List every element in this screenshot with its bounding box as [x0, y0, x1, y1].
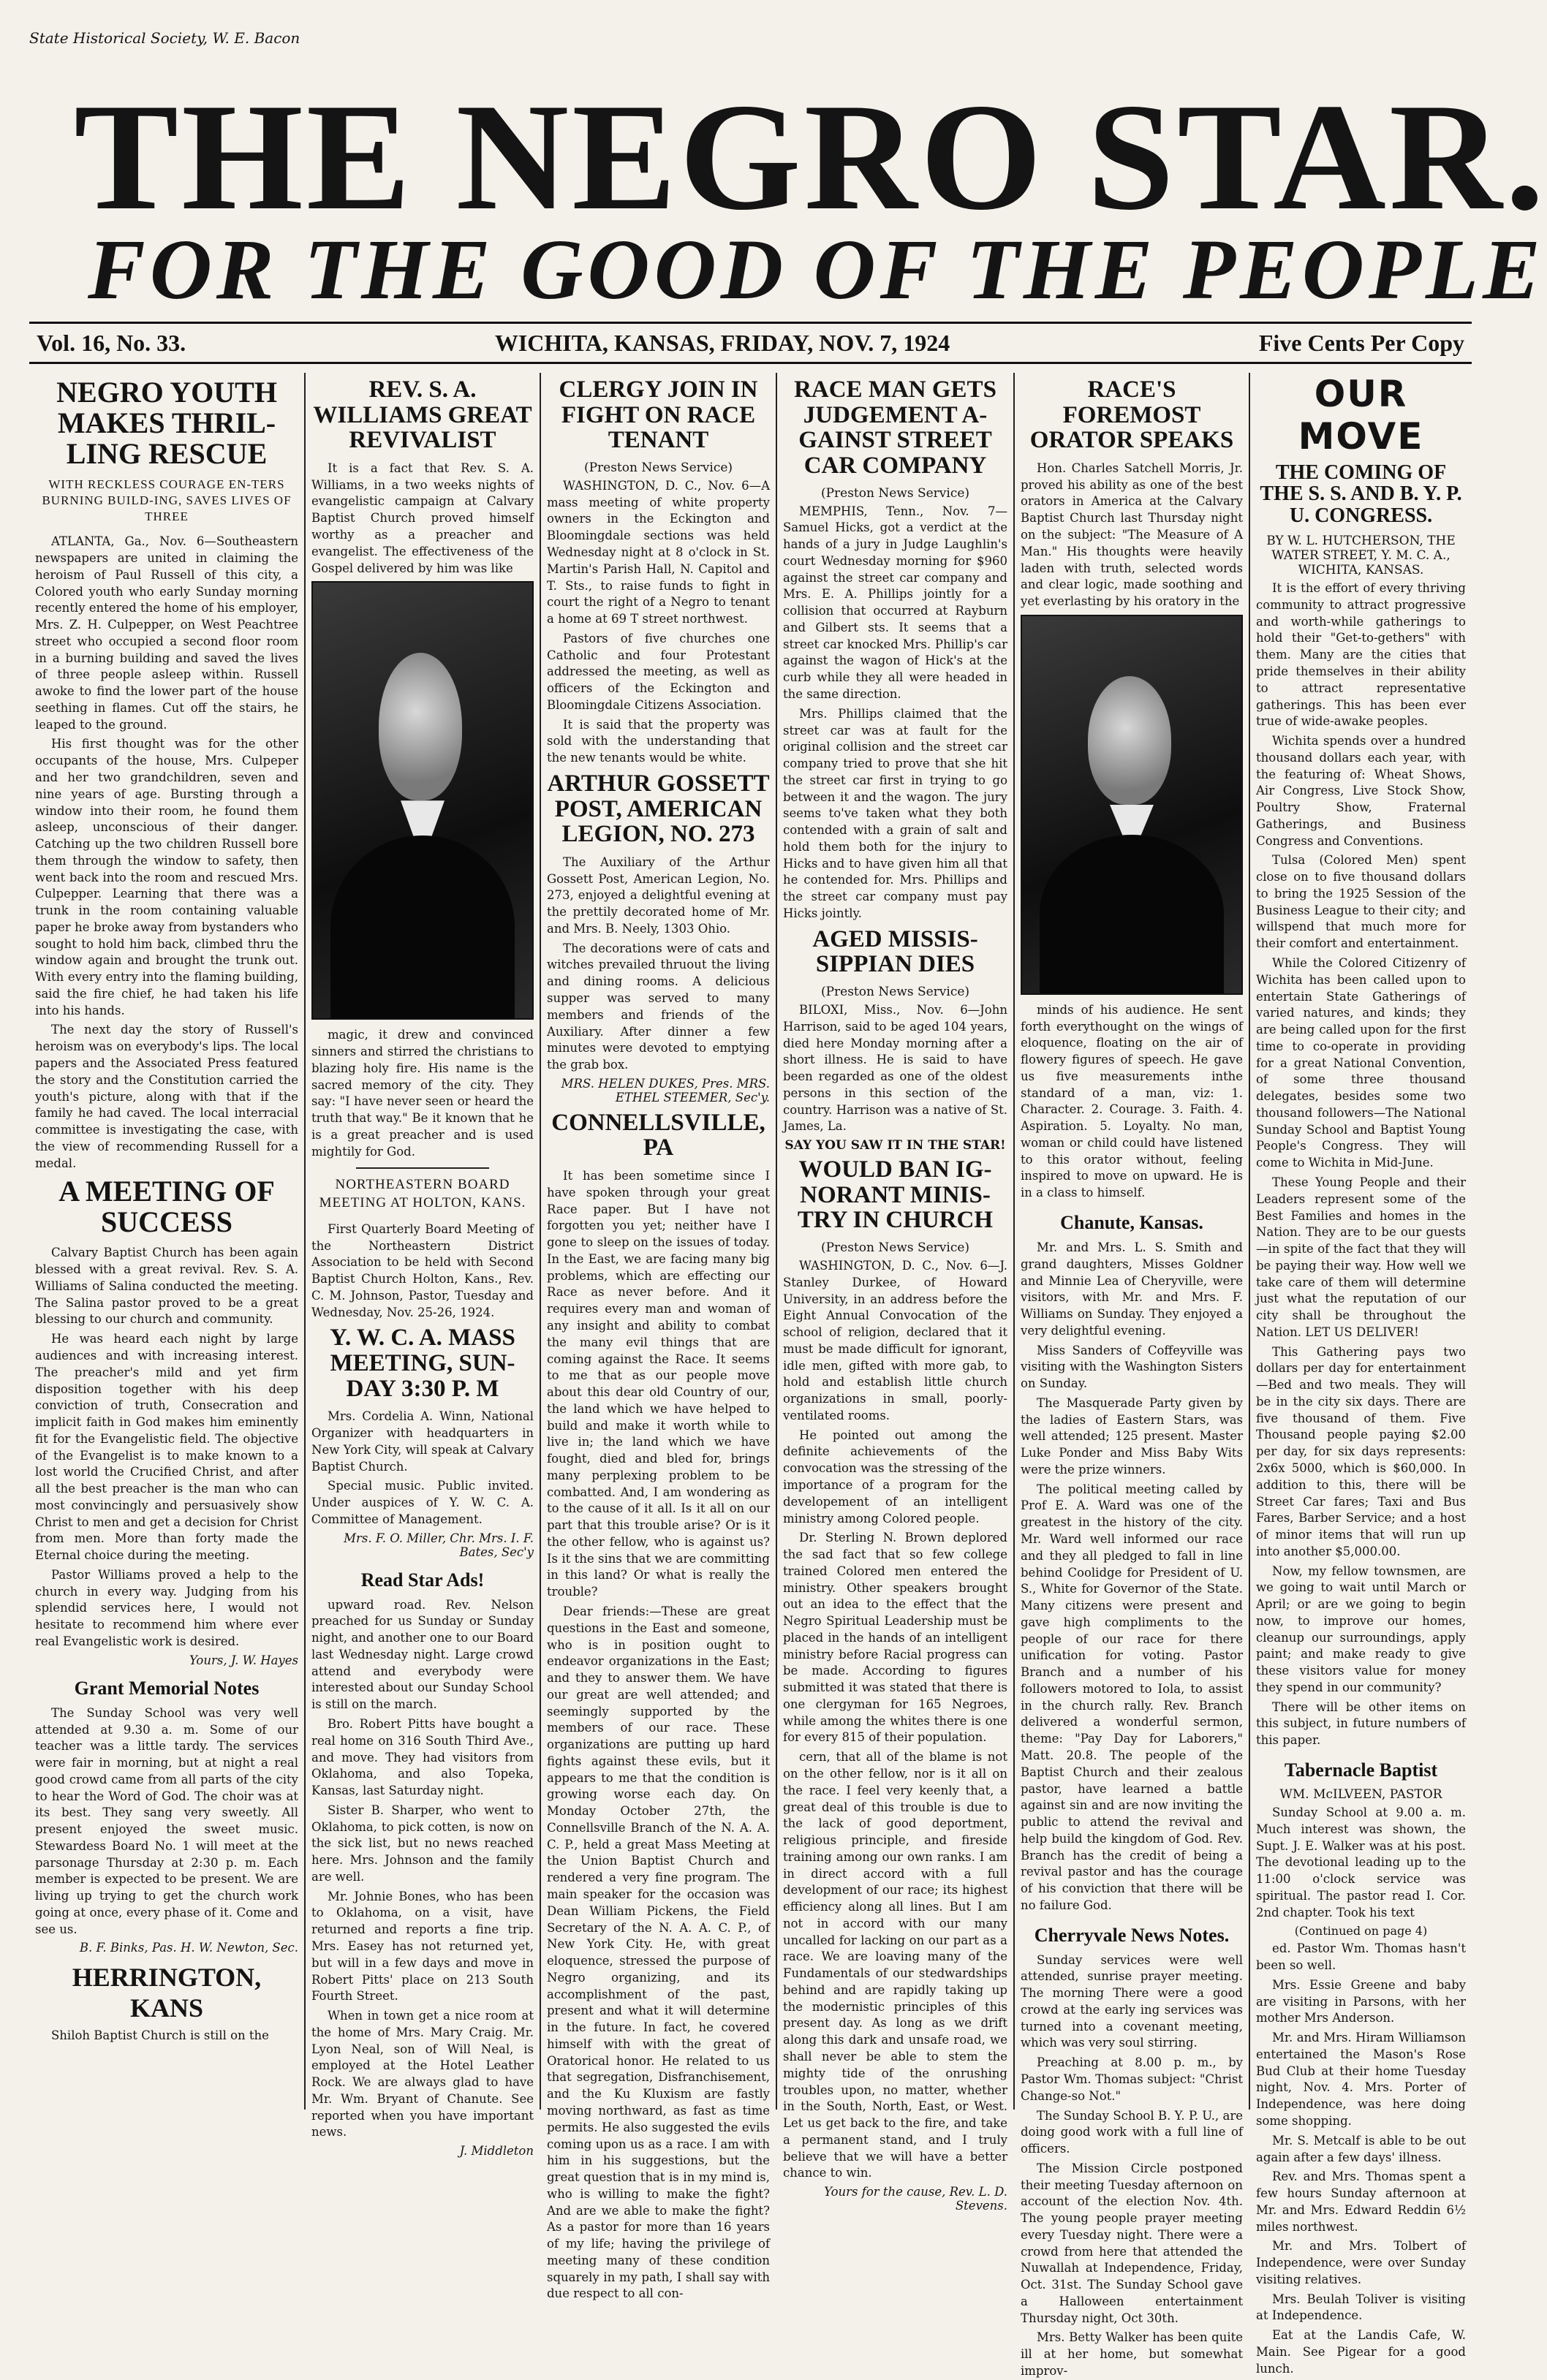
- article-paragraph: Mr. S. Metcalf is able to be out again after a few days' illness.: [1256, 2133, 1466, 2164]
- article-paragraph: Mrs. Betty Walker has been quite ill at her home, but somewhat improv-: [1021, 2330, 1243, 2378]
- article-paragraph: WASHINGTON, D. C., Nov. 6—J. Stanley Durkee, of Howard University, in an address before the Eight Annual Convocation of the school of religion, declared that it must be made difficult for ignorant, idle men, gifted with more gab, to hold and establish little church organizations in small, poorly-ventilated rooms.: [783, 1259, 1007, 1422]
- article-paragraph: Sunday School at 9.00 a. m. Much interest was shown, the Supt. J. E. Walker was at his post. The devotional leading up to the 11:00 o'clock service was spiritual. The pastor read I. Cor. 2nd chapter. Took his text: [1256, 1805, 1466, 1919]
- headline: ARTHUR GOSSETT POST, AMERICAN LEGION, NO. 273: [547, 770, 770, 848]
- article-paragraph: Wichita spends over a hundred thousand dollars each year, with the featuring of: Wheat Shows, Air Congress, Live Stock Show, Poultry Show, Fraternal Gatherings, and Business Congress and Conventions.: [1256, 734, 1466, 848]
- article-paragraph: The Masquerade Party given by the ladies of Eastern Stars, was well attended; 125 present. Master Luke Ponder and Miss Baby Wits were the prize winners.: [1021, 1395, 1243, 1477]
- article-paragraph: He was heard each night by large audiences and with increasing interest. The preacher's mild and yet firm disposition together with his deep conviction of truth, Consecration and implicit faith in God makes him eminently fit for the Evangelistic field. The objective of the Evangelist is to make known to a lost world the Crucified Christ, and after all the best preacher is the man who can most convincingly and persuasively show Christ to men and get a decision for Christ from men. More than forty made the Eternal choice during the meeting.: [35, 1332, 298, 1563]
- article-paragraph: It is a fact that Rev. S. A. Williams, in a two weeks nights of evangelistic campaign at Calvary Baptist Church proved himself worthy as a preacher and evangelist. The effectiveness of the Gospel delivered by him was like: [311, 461, 534, 575]
- article-paragraph: There will be other items on this subject, in future numbers of this paper.: [1256, 1699, 1466, 1748]
- article-paragraph: It is the effort of every thriving community to attract progressive and worth-while gatherings to hold their "Get-to-gethers" with them. Many are the cities that pride themselves in their ability to attract representative gatherings. This has been ever true of wide-awake peoples.: [1256, 581, 1466, 729]
- article-paragraph: Mrs. Cordelia A. Winn, National Organizer with headquarters in New York City, will speak at Calvary Baptist Church.: [311, 1409, 534, 1474]
- headline: OUR MOVE: [1298, 373, 1424, 458]
- article-paragraph: Shiloh Baptist Church is still on the: [51, 2028, 269, 2043]
- article-paragraph: Miss Sanders of Coffeyville was visiting with the Washington Sisters on Sunday.: [1021, 1343, 1243, 1391]
- headline: Y. W. C. A. MASS MEETING, SUN-DAY 3:30 P. M: [330, 1324, 515, 1402]
- column-6: [1250, 373, 1472, 2376]
- headline: THE COMING OF THE S. S. AND B. Y. P. U. CONGRESS.: [1260, 461, 1462, 527]
- headline: WOULD BAN IG-NORANT MINIS-TRY IN CHURCH: [797, 1156, 994, 1234]
- column-1: [29, 373, 306, 2110]
- article-paragraph: The next day the story of Russell's heroism was on everybody's lips. The local papers and the Associated Press featured the story and the Constitution carried the youth's picture, along with that if the family he had caved. The local interracial committee is investigating the case, with the view of recommending Russell for a medal.: [35, 1023, 298, 1170]
- article-paragraph: Dear friends:—These are great questions in the East and someone, who is in position ought to endeavor organizations in the East; and they to answer them. We have our great are well attended; and seemingly supported by the members of our race. These organizations are putting up hard fights against these evils, but it appears to me that the condition is growing worse each day. On Monday October 27th, the Connellsville Branch of the N. A. A. C. P., held a great Mass Meeting at the Union Baptist Church and rendered a very fine program. The main speaker for the occasion was Dean William Pickens, the Field Secretary of the N. A. A. C. P., of New York City. He, with great eloquence, stressed the purpose of Negro organizing, and its accomplishment of the past, present and what it will determine in the future. In fact, he covered himself with with the great of Oratorical honor. He related to us that segregation, Disfranchisement, and the Ku Kluxism are fastly moving northward, as fast as time permits. He also suggested the evils coming upon us as a race. I am with him in his suggestions, but the great question that is in my mind is, who is willing to make the fight? And are we able to make the fight? As a pastor for more than 16 years of my life; having the privilege of meeting many of these condition squarely in my path, I shall say with due respect to all con-: [547, 1604, 770, 2301]
- column-5: [1015, 373, 1250, 2378]
- article-paragraph: Tulsa (Colored Men) spent close on to five thousand dollars to bring the 1925 Session of the Business League to their city; and willspend that much more for their comfort and entertainment.: [1256, 853, 1466, 951]
- column-3: [541, 373, 777, 2301]
- article-paragraph: First Quarterly Board Meeting of the Northeastern District Association to be held with Second Baptist Church Holton, Kans., Rev. C. M. Johnson, Pastor, Tuesday and Wednesday, Nov. 25-26, 1924.: [311, 1221, 534, 1319]
- headline: Grant Memorial Notes: [74, 1677, 260, 1699]
- portrait-photo: [1021, 615, 1243, 995]
- article-paragraph: magic, it drew and convinced sinners and stirred the christians to blazing holy fire. His name is the sacred memory of the city. They say: "I have never seen or heard the truth that way." Be it known that he is a great preacher and is used mightily for God.: [311, 1028, 534, 1159]
- headline: CLERGY JOIN IN FIGHT ON RACE TENANT: [559, 376, 758, 454]
- signature: MRS. HELEN DUKES, Pres. MRS. ETHEL STEEMER, Sec'y.: [561, 1076, 770, 1104]
- article-paragraph: Sister B. Sharper, who went to Oklahoma, to pick cotten, is now on the sick list, but no news reached here. Mrs. Johnson and the family are well.: [311, 1803, 534, 1884]
- headline: Read Star Ads!: [360, 1569, 485, 1591]
- article-paragraph: The Mission Circle postponed their meeting Tuesday afternoon on account of the election Nov. 4th. The young people prayer meeting every Tuesday night. There were a crowd from here that attended the Nuwallah at Independence, Friday, Oct. 31st. The Sunday School gave a Halloween entertainment Thursday night, Oct 30th.: [1021, 2161, 1243, 2325]
- article-paragraph: Mr. Johnie Bones, who has been to Oklahoma, on a visit, have returned and reports a fine trip. Mrs. Easey has not returned yet, but will in a few days and move in Robert Pitts' place on 213 South Fourth Street.: [311, 1889, 534, 2004]
- article-paragraph: Preaching at 8.00 p. m., by Pastor Wm. Thomas subject: "Christ Change-so Not.": [1021, 2055, 1243, 2103]
- article-paragraph: The Sunday School was very well attended at 9.30 a. m. Some of our teacher was a little tardy. The services were fair in morning, but at night a real good crowd came from all parts of the city to hear the Word of God. The choir was at its best. They sang very sweetly. All present enjoyed the sweet music. Stewardess Board No. 1 will meet at the parsonage Thursday at 2:30 p. m. Each member is expected to be present. We are living up trying to get the church work going at once, every phase of it. Come and see us.: [35, 1705, 298, 1936]
- article-paragraph: Now, my fellow townsmen, are we going to wait until March or April; or are we going to begin now, to improve our homes, cleanup our surroundings, apply paint; and make ready to give these visitors value for money they spend in our community?: [1256, 1564, 1466, 1694]
- article-paragraph: These Young People and their Leaders represent some of the Best Families and homes in the Nation. They are to be our guests—in spite of the fact that they will be paying their way. How well we take care of them will determine just what the reputation of our city shall be throughout the Nation. LET US DELIVER!: [1256, 1175, 1466, 1339]
- article-paragraph: The Auxiliary of the Arthur Gossett Post, American Legion, No. 273, enjoyed a delightful evening at the prettily decorated home of Mr. and Mrs. B. Neely, 1303 Ohio.: [547, 854, 770, 936]
- article-paragraph: This Gathering pays two dollars per day for entertainment—Bed and two meals. They will be in the city six days. There are five thousand of them. Five Thousand people paying $2.00 per day, for six days represents: 2x6x 5000, which is $60,000. In addition to this, there will be Street Car fares; Taxi and Bus Fares, Barber Service; and a host of minor items that will run up into another $5,000.00.: [1256, 1344, 1466, 1558]
- article-paragraph: cern, that all of the blame is not on the other fellow, nor is it all on the race. I feel very keenly that, a great deal of this trouble is due to the lack of good deportment, religious principle, and fireside training among our own ranks. I am in direct accord with a full development of our race; its highest efficiency along all lines. But I am not in accord with our many uncalled for lacking on our part as a race. We are loaving many of the Fundamentals of our stedwardships behind and are rapidly taking up the modernistic principles of this present day. As long as we drift along this dark and unsafe road, we shall never be able to stem the mighty tide of the onrushing troubles upon, no matter, whether in the South, North, East, or West. Let us get back to the fire, and take a permanent stand, and I truly believe that we will have a better chance to win.: [783, 1750, 1007, 2180]
- signature: J. Middleton: [459, 2144, 534, 2159]
- article-paragraph: Mr. and Mrs. L. S. Smith and grand daughters, Misses Goldner and Minnie Lea of Cheryville, were visitors, with Mr. and Mrs. F. Williams on Sunday. They enjoyed a very delightful evening.: [1021, 1240, 1243, 1338]
- news-source: (Preston News Service): [583, 460, 733, 475]
- headline: NEGRO YOUTH MAKES THRIL-LING RESCUE: [56, 376, 277, 470]
- masthead-subtitle: FOR THE GOOD OF THE PEOPLE: [88, 221, 1545, 317]
- article-paragraph: upward road. Rev. Nelson preached for us Sunday or Sunday night, and another one to our Board last Wednesday night. Large crowd attend and everybody were interested about our Sunday School is still on the march.: [311, 1597, 534, 1712]
- article-paragraph: ATLANTA, Ga., Nov. 6—Southeastern newspapers are united in claiming the heroism of Paul Russell of this city, a Colored youth who early Sunday morning recently entered the home of his employer, Mrs. Z. H. Culpepper, on West Peachtree street who occupied a second floor room in a burning building and saved the lives of three people asleep within. Russell awoke to find the lower part of the house seething in flames. Cut off the stairs, he leaped to the ground.: [35, 534, 298, 732]
- portrait-photo: [311, 581, 534, 1020]
- masthead: [74, 72, 1547, 317]
- article-paragraph: Mrs. Essie Greene and baby are visiting in Parsons, with her mother Mrs Anderson.: [1256, 1977, 1466, 2025]
- article-paragraph: While the Colored Citizenry of Wichita has been called upon to entertain State Gatherings of varied natures, and kinds; they are being called upon for the first time to co-operate in providing for a great National Convention, of some three thousand delegates, besides some two thousand followers—The National Sunday School and Baptist Young People's Congress. They will come to Wichita in Mid-June.: [1256, 956, 1466, 1170]
- article-paragraph: ed. Pastor Wm. Thomas hasn't been so well.: [1256, 1941, 1466, 1973]
- headline: NORTHEASTERN BOARD MEETING AT HOLTON, KANS.: [319, 1177, 526, 1211]
- column-2: [306, 373, 541, 2159]
- headline: RACE MAN GETS JUDGEMENT A-GAINST STREET CAR COMPANY: [794, 376, 996, 479]
- columns: [29, 373, 1472, 2378]
- article-paragraph: He pointed out among the definite achievements of the convocation was the stressing of the importance of a program for the developement of an intelligent ministry among Colored people.: [783, 1428, 1007, 1526]
- continued-note: (Continued on page 4): [1294, 1924, 1428, 1939]
- column-4: [777, 373, 1015, 2213]
- article-paragraph: It has been sometime since I have spoken through your great Race paper. But I have not forgotten you yet; neither have I gone to sleep on the issues of today. In the East, we are facing many big problems, which are effecting our Race as never before. And it requires every man and woman of any insight and ability to combat the many evil things that are coming against the Race. It seems to me that as our people move about this dear old Country of our, the land which we have helped to build and make it worth while to live in; the land which we have fought, died and bled for, brings many perplexing problem to be combatted. And, I am wondering as to the cause of it all. Is it all on our part that this trouble arise? Or is it the other fellow, who is against us? Is it the sins that we are committing in this land? Or what is really the trouble?: [547, 1169, 770, 1599]
- masthead-title: THE NEGRO STAR.: [74, 72, 1547, 242]
- article-paragraph: minds of his audience. He sent forth everythought on the wings of eloquence, floating on the air of flowery figures of speech. He gave us five measurements inthe standard of a man, viz: 1. Character. 2. Courage. 3. Faith. 4. Aspiration. 5. Loyalty. No man, woman or child could have listened to this orator without, feeling inspired to move on upward. He is in a class to himself.: [1021, 1002, 1243, 1200]
- signature: Yours, J. W. Hayes: [189, 1653, 298, 1667]
- price: Five Cents Per Copy: [1258, 329, 1464, 356]
- article-paragraph: His first thought was for the other occupants of the house, Mrs. Culpeper and her two grandchildren, seven and nine years of age. Bursting through a window into their room, he found them asleep, unconscious of their danger. Catching up the two children Russell bore them through the window to safety, then went back into the room and rescued Mrs. Culpepper. Learning that there was a trunk in the room containing valuable paper he broke away from bystanders who sought to hold him back, climbed thru the window again and brought the trunk out. With every entry into the flaming building, said the fire chief, he had taken his life into his hands.: [35, 737, 298, 1017]
- article-paragraph: Mr. and Mrs. Hiram Williamson entertained the Mason's Rose Bud Club at their home Tuesday night, Nov. 4. Mrs. Porter of Independence, was here doing some shopping.: [1256, 2031, 1466, 2129]
- volume-number: Vol. 16, No. 33.: [37, 329, 186, 356]
- banner-slogan: SAY YOU SAW IT IN THE STAR!: [784, 1138, 1006, 1153]
- headline: Chanute, Kansas.: [1060, 1212, 1203, 1233]
- article-paragraph: Mrs. Phillips claimed that the street car was at fault for the original collision and the street car company tried to prove that she hit the street car first in trying to go between it and the wagon. The jury seems to've taken what they both contended with a grain of salt and hold them both for the injury to Hicks and to have given him all that he contended for. Mrs. Phillips and the street car company must pay Hicks jointly.: [783, 706, 1007, 920]
- news-source: (Preston News Service): [820, 984, 970, 999]
- article-paragraph: The decorations were of cats and witches prevailed thruout the living and dining rooms. A delicious supper was served to many members and friends of the Auxiliary. After dinner a few minutes were devoted to emptying the grab box.: [547, 941, 770, 1072]
- signature: Yours for the cause, Rev. L. D. Stevens.: [824, 2185, 1007, 2213]
- headline: Cherryvale News Notes.: [1034, 1924, 1230, 1946]
- article-paragraph: WASHINGTON, D. C., Nov. 6—A mass meeting of white property owners in the Eckington and Bloomingdale sections was held Wednesday night at 8 o'clock in St. Martin's Parish Hall, N. Capitol and T. Sts., to raise funds to fight in court the right of a Negro to tenant a home at 69 T street northwest.: [547, 478, 770, 626]
- article-paragraph: Calvary Baptist Church has been again blessed with a great revival. Rev. S. A. Williams of Salina conducted the meeting. The Salina pastor proved to be a great blessing to our church and community.: [35, 1246, 298, 1327]
- article-paragraph: Pastor Williams proved a help to the church in every way. Judging from his splendid services here, I would not hesitate to recommend him where ever real Evangelistic work is desired.: [35, 1567, 298, 1648]
- article-paragraph: Dr. Sterling N. Brown deplored the sad fact that so few college trained Colored men entered the ministry. Other speakers brought out an idea to the effect that the Negro Spiritual Leadership must be placed in the hands of an intelligent ministry before Racial progress can be made. According to figures submitted it was stated that there is one clergyman for 165 Negroes, while among the whites there is one for every 815 of their population.: [783, 1531, 1007, 1745]
- article-paragraph: BILOXI, Miss., Nov. 6—John Harrison, said to be aged 104 years, died here Monday morning after a short illness. He is said to have been regarded as one of the oldest persons in this section of the country. Harrison was a native of St. James, La.: [783, 1002, 1007, 1134]
- article-paragraph: It is said that the property was sold with the understanding that the new tenants would be white.: [547, 717, 770, 765]
- article-paragraph: Rev. and Mrs. Thomas spent a few hours Sunday afternoon at Mr. and Mrs. Edward Reddin 6½ miles northwest.: [1256, 2169, 1466, 2234]
- headline: REV. S. A. WILLIAMS GREAT REVIVALIST: [313, 376, 532, 454]
- article-paragraph: Mr. and Mrs. Tolbert of Independence, were over Sunday visiting relatives.: [1256, 2239, 1466, 2286]
- byline: WM. McILVEEN, PASTOR: [1279, 1787, 1442, 1802]
- headline: A MEETING OF SUCCESS: [58, 1175, 275, 1239]
- archive-credit: State Historical Society, W. E. Bacon: [29, 29, 300, 47]
- news-source: (Preston News Service): [820, 485, 970, 501]
- article-paragraph: The political meeting called by Prof E. A. Ward was one of the greatest in the history of the city. Mr. Ward well informed our race and they all pledged to fall in line behind Coolidge for President of U. S., White for Governor of the State. Many citizens were present and gave high compliments to the people of our race for there unification for voting. Pastor Branch and a number of his followers motored to Iola, to assist in the church rally. Rev. Branch delivered a wonderful sermon, theme: "Pay Day for Laborers," Matt. 20.8. The people of the Baptist Church and their zealous pastor, have learned a battle against sin and are now inviting the public to attend the revival and help build the kingdom of God. Rev. Branch has the credit of being a revival pastor and has the courage of his conviction that there will be no failure God.: [1021, 1482, 1243, 1912]
- article-paragraph: When in town get a nice room at the home of Mrs. Mary Craig. Mr. Lyon Neal, son of Will Neal, is employed at the Hotel Leather Rock. We are always glad to have Mr. Wm. Bryant of Chanute. See reported when you have important news.: [311, 2009, 534, 2140]
- article-paragraph: The Sunday School B. Y. P. U., are doing good work with a full line of officers.: [1021, 2108, 1243, 2156]
- article-paragraph: Pastors of five churches one Catholic and four Protestant addressed the meeting, as well as officers of the Eckington and Bloomingdale Citizens Association.: [547, 631, 770, 712]
- article-paragraph: Mrs. Beulah Toliver is visiting at Independence.: [1256, 2292, 1466, 2323]
- headline: AGED MISSIS-SIPPIAN DIES: [812, 925, 978, 978]
- signature: B. F. Binks, Pas. H. W. Newton, Sec.: [79, 1941, 298, 1955]
- headline: HERRINGTON, KANS: [72, 1963, 262, 2023]
- article-paragraph: Hon. Charles Satchell Morris, Jr. proved his ability as one of the best orators in America at the Calvary Baptist Church last Thursday night on the subject: "The Measure of A Man." His thoughts were heavily laden with truth, selected words and clear logic, made soothing and yet everlasting by his oratory in the: [1021, 461, 1243, 609]
- article-paragraph: Sunday services were well attended, sunrise prayer meeting. The morning There were a good crowd at the early ing services was turned into a covenant meeting, which was very soul stirring.: [1021, 1952, 1243, 2050]
- news-source: (Preston News Service): [820, 1240, 970, 1256]
- article-paragraph: Special music. Public invited. Under auspices of Y. W. C. A. Committee of Management.: [311, 1479, 534, 1526]
- byline: BY W. L. HUTCHERSON, THE WATER STREET, Y. M. C. A., WICHITA, KANSAS.: [1266, 534, 1456, 578]
- headline: CONNELLSVILLE, PA: [551, 1109, 765, 1161]
- headline: Tabernacle Baptist: [1284, 1759, 1438, 1781]
- article-paragraph: Bro. Robert Pitts have bought a real home on 316 South Third Ave., and move. They had visitors from Oklahoma, and also Topeka, Kansas, last Saturday night.: [311, 1717, 534, 1798]
- subheadline: WITH RECKLESS COURAGE EN-TERS BURNING BUILD-ING, SAVES LIVES OF THREE: [42, 477, 292, 524]
- article-paragraph: Eat at the Landis Cafe, W. Main. See Pigear for a good lunch.: [1256, 2328, 1466, 2376]
- headline: RACE'S FOREMOST ORATOR SPEAKS: [1029, 376, 1234, 454]
- dateline: [29, 322, 1472, 364]
- place-date: WICHITA, KANSAS, FRIDAY, NOV. 7, 1924: [494, 329, 950, 356]
- signature: Mrs. F. O. Miller, Chr. Mrs. I. F. Bates, Sec'y: [344, 1531, 534, 1559]
- article-paragraph: MEMPHIS, Tenn., Nov. 7—Samuel Hicks, got a verdict at the hands of a jury in Judge Laughlin's court Wednesday morning for $960 against the street car company and Mrs. E. A. Phillips jointly for a collision that occurred at Rayburn and Gilbert sts. It seems that a street car knocked Mrs. Phillip's car against the wagon of Hick's at the curb while they all were headed in the same direction.: [783, 504, 1007, 701]
